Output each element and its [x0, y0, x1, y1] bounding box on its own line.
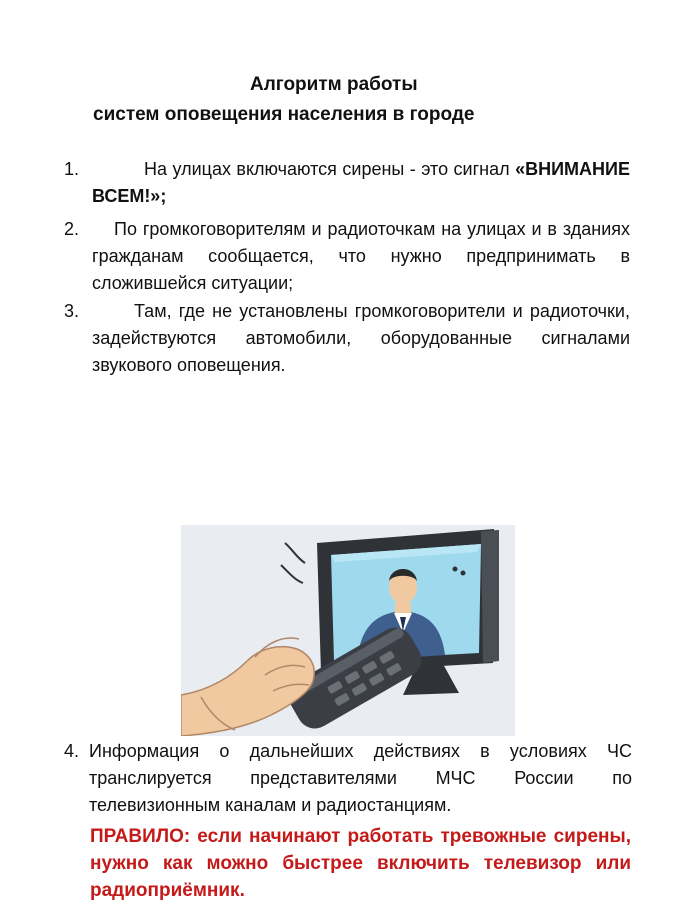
list-item-number: 2.	[64, 219, 80, 239]
list-item	[64, 156, 630, 210]
tv-remote-icon	[181, 525, 515, 736]
list-item-text	[92, 298, 630, 379]
list-item-body: На улицах включаются сирены - это сигнал	[144, 159, 510, 179]
list-item-number: 4.	[64, 741, 80, 761]
list-item-number: 3.	[64, 301, 80, 321]
list-item-text	[89, 738, 632, 819]
list-item-body: Там, где не установлены громкоговорители и радиоточки, задействуются автомобили, оборудованные сигналами звукового оповещения.	[92, 301, 630, 375]
list-item-text	[92, 216, 630, 297]
list-item-body: Информация о дальнейших действиях в условиях ЧС транслируется представителями МЧС России по телевизионным каналам и радиостанциям.	[89, 741, 632, 815]
heading-line-1: Алгоритм работы	[250, 74, 418, 95]
list-item	[64, 738, 632, 819]
tv-remote-illustration	[181, 525, 515, 736]
list-item-body: По громкоговорителям и радиоточкам на улицах и в зданиях гражданам сообщается, что нужно предпринимать в сложившейся ситуации;	[92, 219, 630, 293]
list-item-number: 1.	[64, 159, 80, 179]
rule-note: ПРАВИЛО: если начинают работать тревожные сирены, нужно как можно быстрее включить телевизор или радиоприёмник.	[90, 826, 631, 901]
alert-signal-label: «ВНИМАНИЕ ВСЕМ!»;	[92, 159, 630, 206]
list-item	[64, 216, 630, 297]
list-item-text	[92, 156, 630, 210]
heading-line-2: систем оповещения населения в городе	[93, 104, 475, 125]
list-item	[64, 298, 630, 379]
